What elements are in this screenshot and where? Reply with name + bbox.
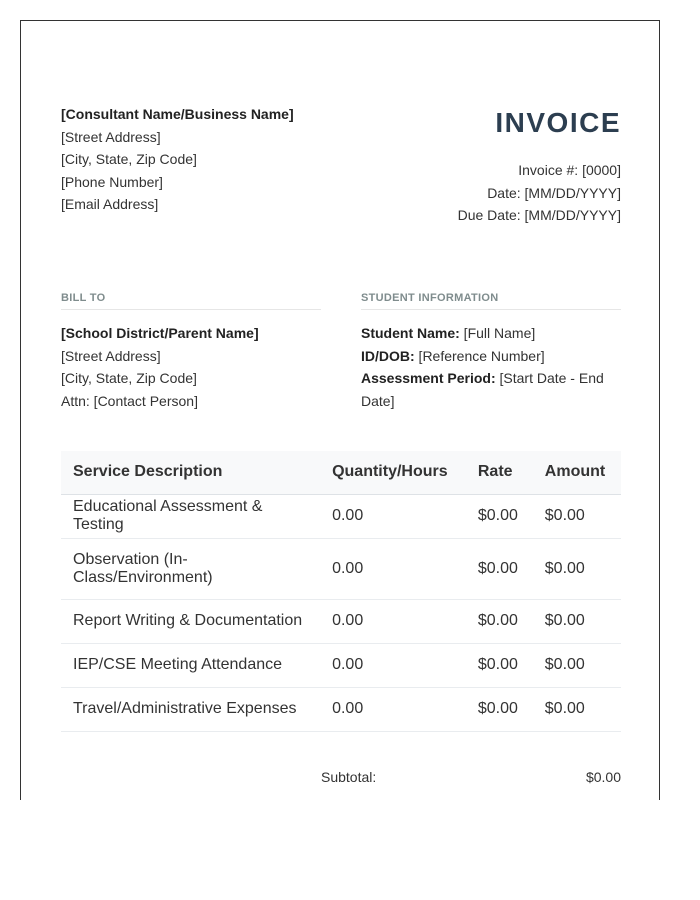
- invoice-meta: [361, 159, 621, 227]
- student-id-label: ID/DOB:: [361, 347, 415, 364]
- cell-description: Observation (In-Class/Environment): [61, 538, 320, 599]
- header-amount: Amount: [533, 451, 621, 494]
- services-table: [61, 451, 621, 732]
- sender-phone: [Phone Number]: [61, 173, 163, 190]
- cell-rate: $0.00: [466, 494, 533, 538]
- table-row: [61, 538, 621, 599]
- bill-to-street: [Street Address]: [61, 347, 161, 364]
- cell-quantity: 0.00: [320, 599, 466, 643]
- assessment-period-value: [Start Date - End Date]: [361, 370, 604, 409]
- cell-quantity: 0.00: [320, 643, 466, 687]
- header-rate: Rate: [466, 451, 533, 494]
- header-service-description: Service Description: [61, 451, 320, 494]
- student-name-line: [361, 322, 621, 345]
- assessment-period-label: Assessment Period:: [361, 370, 496, 386]
- invoice-header-block: [361, 103, 621, 227]
- invoice-page: [20, 20, 660, 800]
- student-info-section: [361, 292, 621, 412]
- sender-address-block: [61, 103, 294, 216]
- cell-amount: $0.00: [533, 687, 621, 731]
- cell-amount: $0.00: [533, 494, 621, 538]
- bill-to-body: [61, 322, 321, 412]
- sender-name: [Consultant Name/Business Name]: [61, 106, 294, 122]
- student-id-line: [361, 345, 621, 368]
- student-info-heading: STUDENT INFORMATION: [361, 292, 621, 310]
- cell-quantity: 0.00: [320, 687, 466, 731]
- invoice-due-date: Due Date: [MM/DD/YYYY]: [457, 207, 621, 223]
- table-row: [61, 494, 621, 538]
- cell-amount: $0.00: [533, 599, 621, 643]
- student-name-value: [Full Name]: [459, 325, 536, 341]
- student-id-value: [Reference Number]: [414, 347, 545, 364]
- invoice-number: Invoice #: [0000]: [518, 162, 621, 178]
- subtotal-label: Subtotal:: [321, 769, 377, 785]
- student-name-label: Student Name:: [361, 325, 460, 341]
- cell-amount: $0.00: [533, 538, 621, 599]
- cell-description: IEP/CSE Meeting Attendance: [61, 643, 320, 687]
- table-row: [61, 643, 621, 687]
- table-header-row: [61, 451, 621, 494]
- cell-rate: $0.00: [466, 599, 533, 643]
- cell-description: Report Writing & Documentation: [61, 599, 320, 643]
- cell-rate: $0.00: [466, 538, 533, 599]
- student-info-body: [361, 322, 621, 412]
- table-row: [61, 599, 621, 643]
- cell-quantity: 0.00: [320, 494, 466, 538]
- cell-quantity: 0.00: [320, 538, 466, 599]
- header-quantity-hours: Quantity/Hours: [320, 451, 466, 494]
- subtotal-value: $0.00: [585, 769, 621, 785]
- invoice-date: Date: [MM/DD/YYYY]: [487, 184, 621, 201]
- cell-rate: $0.00: [466, 643, 533, 687]
- table-row: [61, 687, 621, 731]
- cell-rate: $0.00: [466, 687, 533, 731]
- cell-description: Travel/Administrative Expenses: [61, 687, 320, 731]
- sender-city: [City, State, Zip Code]: [61, 151, 197, 167]
- cell-description: Educational Assessment & Testing: [61, 494, 320, 538]
- sender-street: [Street Address]: [61, 128, 161, 145]
- cell-amount: $0.00: [533, 643, 621, 687]
- bill-to-heading: BILL TO: [61, 292, 321, 310]
- bill-to-city: [City, State, Zip Code]: [61, 370, 197, 386]
- assessment-period-line: [361, 367, 621, 412]
- bill-to-attn: Attn: [Contact Person]: [61, 392, 198, 409]
- bill-to-section: [61, 292, 321, 412]
- invoice-title: INVOICE: [495, 107, 621, 138]
- bill-to-name: [School District/Parent Name]: [61, 325, 259, 341]
- sender-email: [Email Address]: [61, 196, 159, 212]
